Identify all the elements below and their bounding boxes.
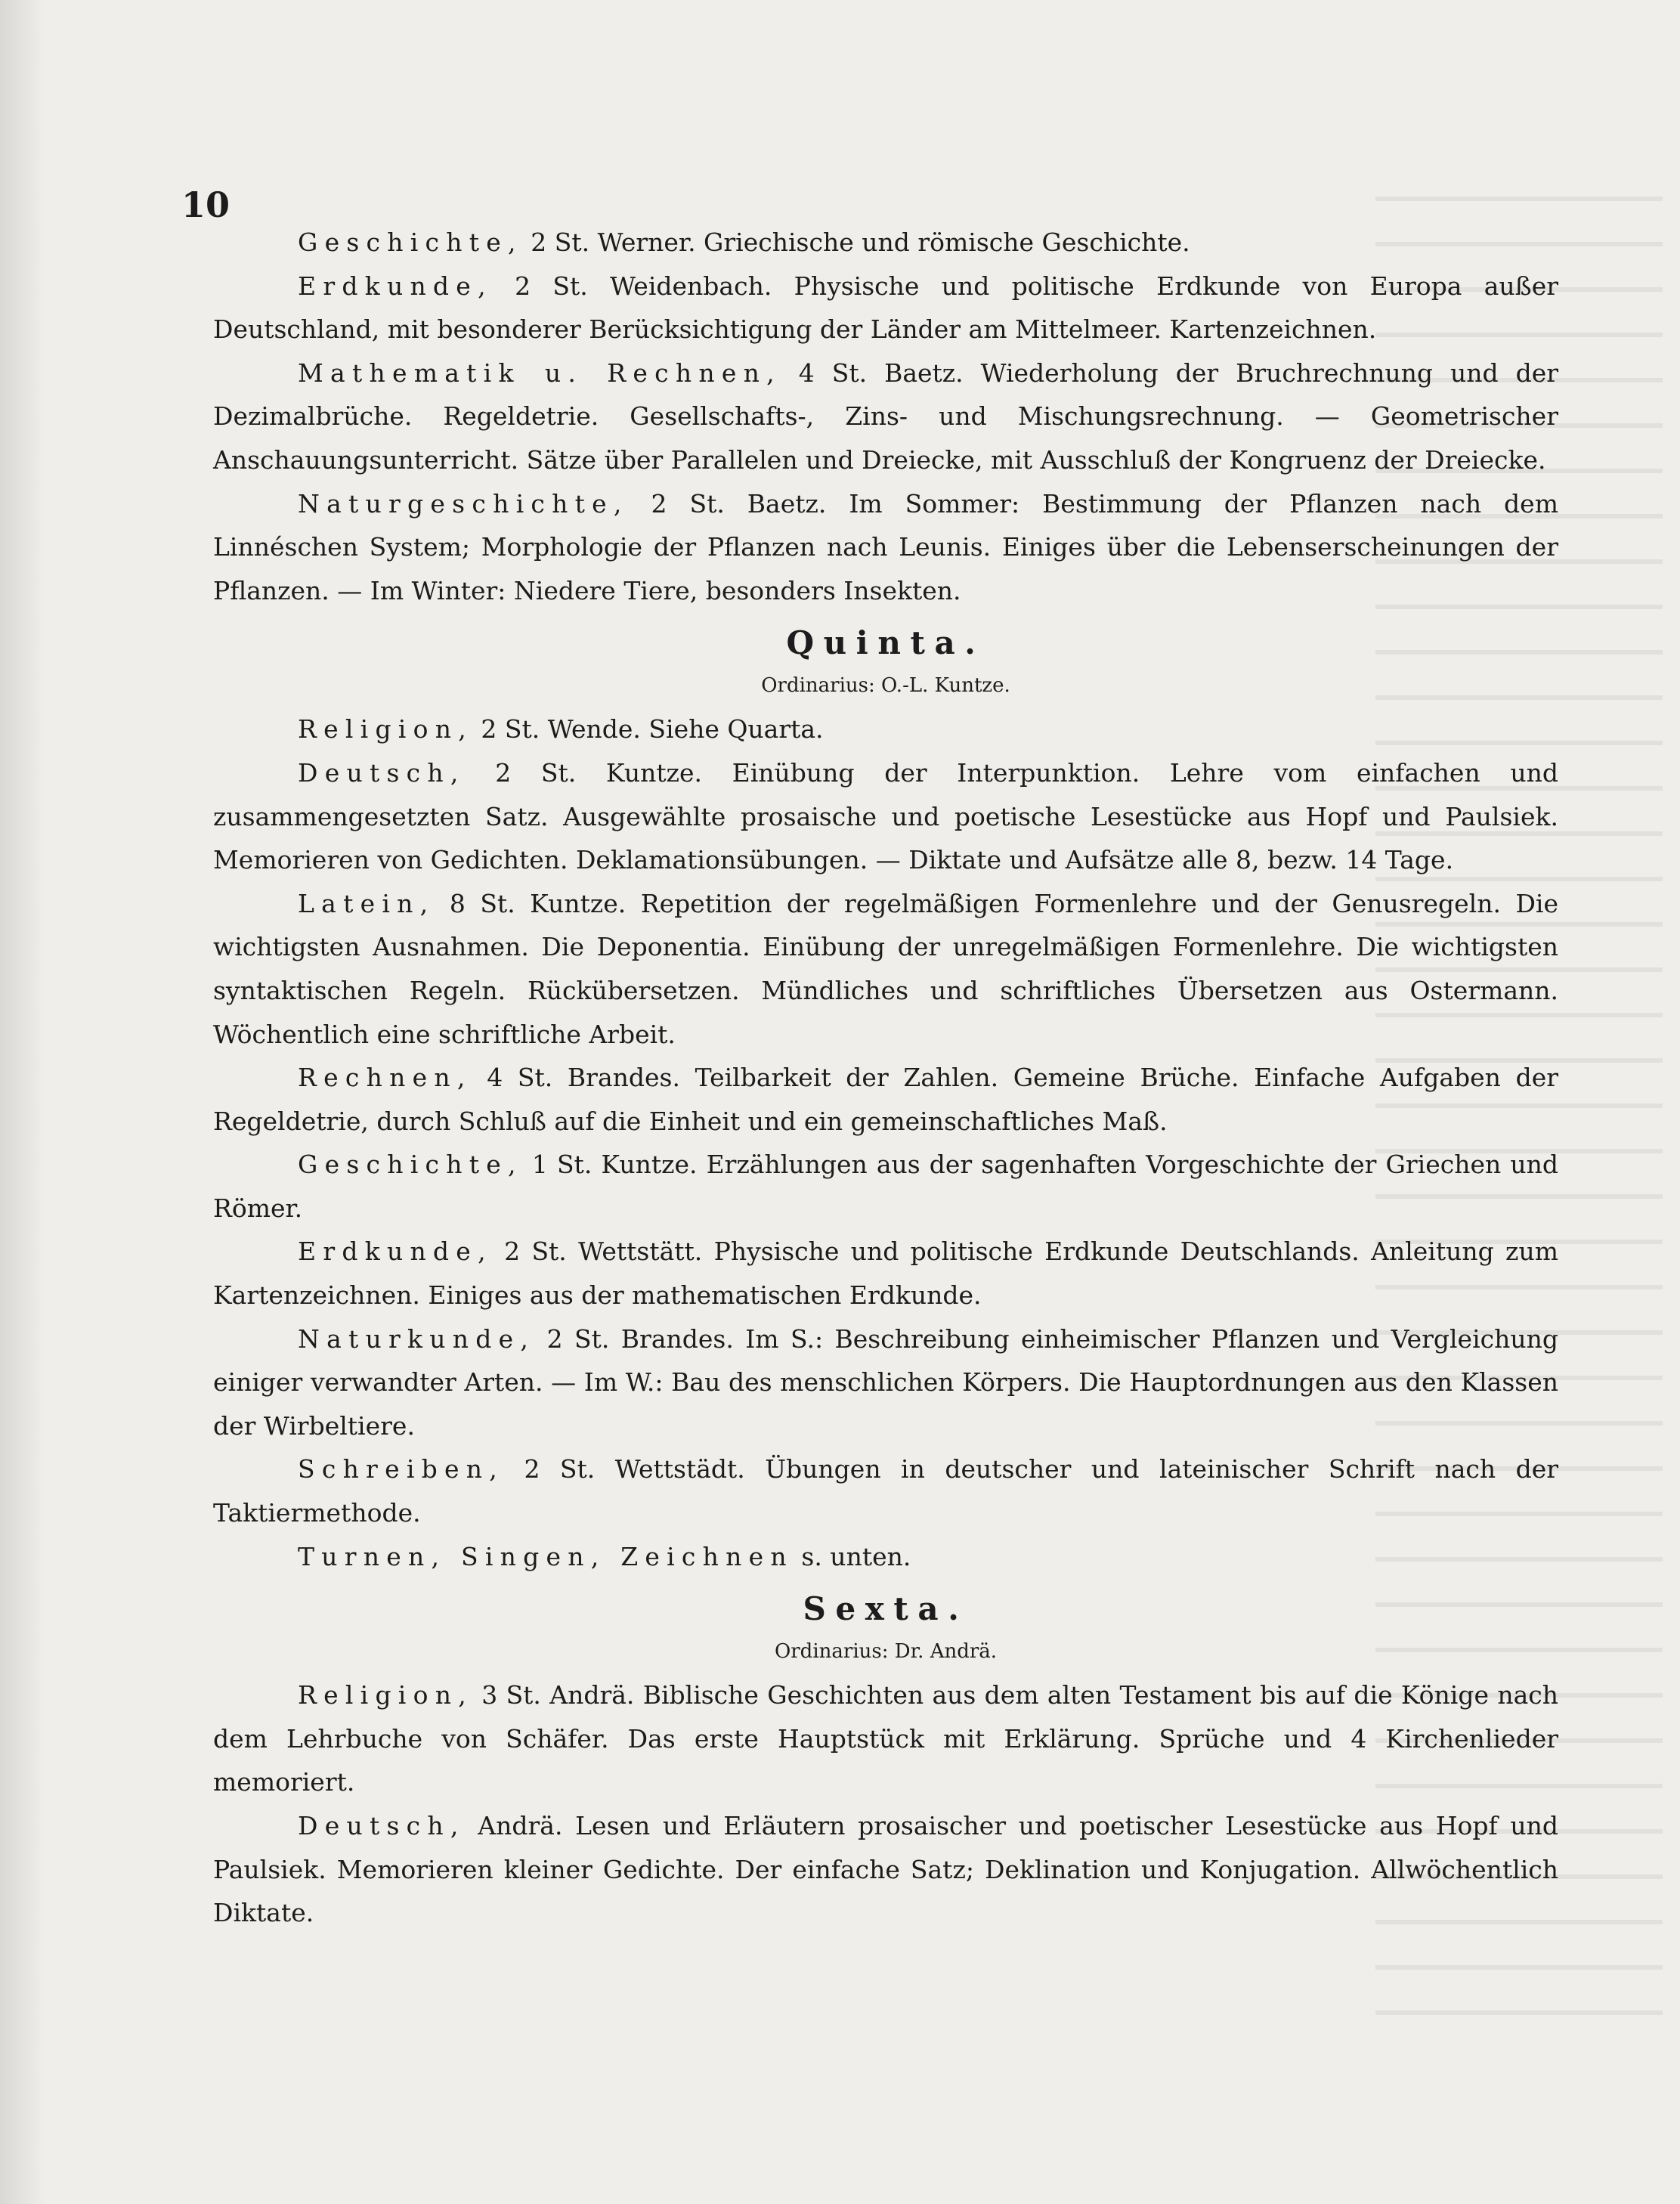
paragraph-naturgeschichte (213, 482, 1558, 613)
paragraph-naturkunde (213, 1317, 1558, 1448)
subject-heading: Mathematik u. Rechnen, (298, 358, 781, 388)
paragraph-mathematik (213, 351, 1558, 482)
paragraph-geschichte (213, 1143, 1558, 1230)
section-title-quinta: Quinta. (786, 624, 985, 662)
subject-heading: Deutsch, (298, 1811, 466, 1840)
paragraph-erdkunde (213, 1230, 1558, 1317)
subject-heading: Geschichte, (298, 228, 523, 257)
paragraph-deutsch (213, 1804, 1558, 1935)
block-sexta (213, 1673, 1558, 1935)
block-quarta-continued (213, 221, 1558, 612)
paragraph-text: 4 St. Baetz. Wiederholung der Bruchrechnung und der Dezimalbrüche. Regeldetrie. Gesellschafts-, Zins- und Mischungsrechnung. — Geometrischer Anschauungsunterricht. Sätze über Parallelen und Dreiecke, mit Ausschluß der Kongruenz der Dreiecke. (213, 358, 1558, 475)
paragraph-text: 2 St. Wettstätt. Physische und politische Erdkunde Deutschlands. Anleitung zum Kartenzeichnen. Einiges aus der mathematischen Erdkunde. (213, 1237, 1558, 1311)
paragraph-text: 2 St. Weidenbach. Physische und politische Erdkunde von Europa außer Deutschland, mit besonderer Berücksichtigung der Länder am Mittelmeer. Kartenzeichnen. (213, 271, 1558, 345)
ordinarius-sexta: Ordinarius: Dr. Andrä. (774, 1640, 998, 1664)
paragraph-erdkunde (213, 265, 1558, 351)
paragraph-text: 2 St. Wende. Siehe Quarta. (472, 714, 824, 744)
paragraph-deutsch (213, 751, 1558, 882)
paragraph-rechnen (213, 1056, 1558, 1143)
subject-heading: Religion, (298, 714, 473, 744)
paragraph-text: 1 St. Kuntze. Erzählungen aus der sagenhaften Vorgeschichte der Griechen und Römer. (213, 1150, 1558, 1223)
paragraph-religion (213, 1673, 1558, 1804)
paragraph-turnen-singen-zeichnen (213, 1535, 1558, 1579)
paragraph-text: 2 St. Werner. Griechische und römische Geschichte. (522, 228, 1190, 257)
paragraph-text: Andrä. Lesen und Erläutern prosaischer und poetischer Lesestücke aus Hopf und Paulsiek. Memorieren kleiner Gedichte. Der einfache Satz; Deklination und Konjugation. Allwöchentlich Diktate. (213, 1811, 1558, 1928)
subject-heading: Erdkunde, (298, 271, 493, 301)
subject-heading: Geschichte, (298, 1150, 523, 1180)
paragraph-text: 3 St. Andrä. Biblische Geschichten aus dem alten Testament bis auf die Könige nach dem Lehrbuche von Schäfer. Das erste Hauptstück mit Erklärung. Sprüche und 4 Kirchenlieder memoriert. (213, 1680, 1558, 1797)
paragraph-text: 2 St. Wettstädt. Übungen in deutscher und lateinischer Schrift nach der Taktiermethode. (213, 1454, 1558, 1528)
paragraph-text: 4 St. Brandes. Teilbarkeit der Zahlen. Gemeine Brüche. Einfache Aufgaben der Regeldetrie, durch Schluß auf die Einheit und ein gemeinschaftliches Maß. (213, 1063, 1558, 1136)
paragraph-text: s. unten. (793, 1541, 911, 1571)
subject-heading: Religion, (298, 1680, 473, 1710)
subject-heading: Naturgeschichte, (298, 488, 629, 518)
paragraph-text: 8 St. Kuntze. Repetition der regelmäßigen Formenlehre und der Genusregeln. Die wichtigsten Ausnahmen. Die Deponentia. Einübung der unregelmäßigen Formenlehre. Die wichtigsten syntaktischen Regeln. Rückübersetzen. Mündliches und schriftliches Übersetzen aus Ostermann. Wöchentlich eine schriftliche Arbeit. (213, 888, 1558, 1049)
paragraph-text: 2 St. Baetz. Im Sommer: Bestimmung der Pflanzen nach dem Linnéschen System; Morphologie der Pflanzen nach Leunis. Einiges über die Lebenserscheinungen der Pflanzen. — Im Winter: Niedere Tiere, besonders Insekten. (213, 488, 1558, 605)
subject-heading: Schreiben, (298, 1454, 504, 1484)
subject-heading: Deutsch, (298, 757, 466, 788)
section-title-sexta: Sexta. (803, 1590, 969, 1628)
subject-heading: Turnen, Singen, Zeichnen (298, 1541, 794, 1571)
subject-heading: Naturkunde, (298, 1323, 536, 1354)
paragraph-text: 2 St. Brandes. Im S.: Beschreibung einheimischer Pflanzen und Vergleichung einiger verwandter Arten. — Im W.: Bau des menschlichen Körpers. Die Hauptordnungen aus den Klassen der Wirbeltiere. (213, 1323, 1558, 1441)
subject-heading: Rechnen, (298, 1063, 472, 1093)
subject-heading: Erdkunde, (298, 1237, 493, 1267)
ordinarius-quinta: Ordinarius: O.-L. Kuntze. (761, 674, 1010, 698)
block-quinta (213, 707, 1558, 1578)
paragraph-latein (213, 882, 1558, 1056)
page-number: 10 (181, 184, 230, 225)
paragraph-schreiben (213, 1447, 1558, 1534)
paragraph-geschichte (213, 221, 1558, 265)
subject-heading: Latein, (298, 888, 435, 918)
paragraph-religion (213, 707, 1558, 751)
page-gutter-shadow (0, 0, 45, 2204)
paragraph-text: 2 St. Kuntze. Einübung der Interpunktion. Lehre vom einfachen und zusammengesetzten Satz. Ausgewählte prosaische und poetische Lesestücke aus Hopf und Paulsiek. Memorieren von Gedichten. Deklamationsübungen. — Diktate und Aufsätze alle 8, bezw. 14 Tage. (213, 757, 1558, 875)
text-block (213, 221, 1558, 1935)
